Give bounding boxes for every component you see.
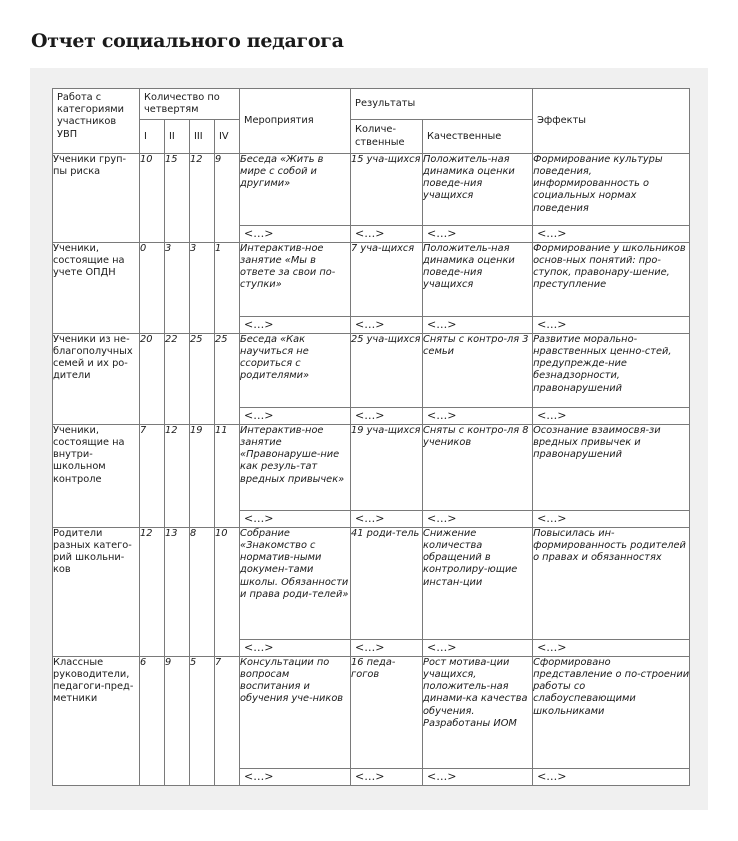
q3-cell: 8	[190, 527, 215, 656]
ellipsis-cell: <…>	[351, 225, 423, 242]
event-cell: Собрание «Знакомство с норматив-ными докумен-тами школы. Обязанности и права роди-телей»	[240, 527, 351, 639]
q2-cell: 12	[165, 424, 190, 527]
category-cell: Ученики, состоящие на внутри-школьном контроле	[53, 424, 140, 527]
ellipsis-cell: <…>	[423, 316, 533, 333]
quant-cell: 19 уча-щихся	[351, 424, 423, 510]
event-cell: Интерактив-ное занятие «Мы в ответе за свои по-ступки»	[240, 242, 351, 316]
qual-cell: Рост мотива-ции учащихся, положитель-ная динами-ка качества обучения. Разработаны ИОМ	[423, 656, 533, 768]
ellipsis-cell: <…>	[533, 225, 690, 242]
event-cell: Консультации по вопросам воспитания и обучения уче-ников	[240, 656, 351, 768]
header-qualitative: Качественные	[423, 120, 533, 153]
q1-cell: 20	[140, 333, 165, 424]
ellipsis-cell: <…>	[533, 768, 690, 785]
q1-cell: 6	[140, 656, 165, 785]
qual-cell: Положитель-ная динамика оценки поведе-ния учащихся	[423, 242, 533, 316]
ellipsis-cell: <…>	[351, 407, 423, 424]
ellipsis-cell: <…>	[533, 316, 690, 333]
page-title: Отчет социального педагога	[31, 30, 344, 52]
ellipsis-cell: <…>	[351, 639, 423, 656]
quant-cell: 41 роди-тель	[351, 527, 423, 639]
ellipsis-cell: <…>	[351, 316, 423, 333]
category-cell: Ученики, состоящие на учете ОПДН	[53, 242, 140, 333]
event-cell: Интерактив-ное занятие «Правонаруше-ние как резуль-тат вредных привычек»	[240, 424, 351, 510]
header-quantitative: Количе-ственные	[351, 120, 423, 153]
table-row	[53, 153, 690, 225]
qual-cell: Сняты с контро-ля 3 семьи	[423, 333, 533, 407]
ellipsis-cell: <…>	[240, 407, 351, 424]
ellipsis-cell: <…>	[240, 225, 351, 242]
table-row	[53, 333, 690, 407]
ellipsis-cell: <…>	[533, 510, 690, 527]
ellipsis-cell: <…>	[240, 316, 351, 333]
category-cell: Родители разных катего-рий школьни-ков	[53, 527, 140, 656]
category-cell: Классные руководители, педагоги-пред-метники	[53, 656, 140, 785]
ellipsis-cell: <…>	[351, 768, 423, 785]
effect-cell: Сформировано представление о по-строении работы со слабоуспевающими школьниками	[533, 656, 690, 768]
table-row	[53, 424, 690, 510]
table-row	[53, 527, 690, 639]
table-row	[53, 656, 690, 768]
quant-cell: 25 уча-щихся	[351, 333, 423, 407]
q3-cell: 5	[190, 656, 215, 785]
ellipsis-cell: <…>	[351, 510, 423, 527]
q4-cell: 9	[215, 153, 240, 242]
header-q4: IV	[215, 120, 240, 153]
q2-cell: 22	[165, 333, 190, 424]
qual-cell: Сняты с контро-ля 8 учеников	[423, 424, 533, 510]
ellipsis-cell: <…>	[240, 510, 351, 527]
category-cell: Ученики из не-благополучных семей и их ро-дители	[53, 333, 140, 424]
ellipsis-cell: <…>	[423, 510, 533, 527]
q3-cell: 25	[190, 333, 215, 424]
q3-cell: 19	[190, 424, 215, 527]
q2-cell: 3	[165, 242, 190, 333]
ellipsis-cell: <…>	[423, 225, 533, 242]
q2-cell: 9	[165, 656, 190, 785]
q4-cell: 11	[215, 424, 240, 527]
ellipsis-cell: <…>	[423, 639, 533, 656]
qual-cell: Положитель-ная динамика оценки поведе-ния учащихся	[423, 153, 533, 225]
ellipsis-cell: <…>	[533, 407, 690, 424]
header-q1: I	[140, 120, 165, 153]
q4-cell: 7	[215, 656, 240, 785]
header-quarters: Количество по четвертям	[140, 89, 240, 120]
header-work: Работа с категориями участников УВП	[53, 89, 140, 154]
header-effects: Эффекты	[533, 89, 690, 154]
ellipsis-cell: <…>	[533, 639, 690, 656]
effect-cell: Развитие морально-нравственных ценно-стей, предупрежде-ние безнадзорности, правонарушений	[533, 333, 690, 407]
ellipsis-cell: <…>	[423, 407, 533, 424]
effect-cell: Осознание взаимосвя-зи вредных привычек и правонарушений	[533, 424, 690, 510]
effect-cell: Повысилась ин-формированность родителей о правах и обязанностях	[533, 527, 690, 639]
q4-cell: 10	[215, 527, 240, 656]
q1-cell: 10	[140, 153, 165, 242]
qual-cell: Снижение количества обращений в контролиру-ющие инстан-ции	[423, 527, 533, 639]
q1-cell: 12	[140, 527, 165, 656]
category-cell: Ученики груп-пы риска	[53, 153, 140, 242]
q4-cell: 1	[215, 242, 240, 333]
q4-cell: 25	[215, 333, 240, 424]
table-row	[53, 242, 690, 316]
header-q3: III	[190, 120, 215, 153]
q3-cell: 3	[190, 242, 215, 333]
header-q2: II	[165, 120, 190, 153]
quant-cell: 16 педа-гогов	[351, 656, 423, 768]
ellipsis-cell: <…>	[240, 768, 351, 785]
q1-cell: 0	[140, 242, 165, 333]
q2-cell: 15	[165, 153, 190, 242]
q2-cell: 13	[165, 527, 190, 656]
quant-cell: 15 уча-щихся	[351, 153, 423, 225]
header-events: Мероприятия	[240, 89, 351, 154]
effect-cell: Формирование культуры поведения, информированность о социальных нормах поведения	[533, 153, 690, 225]
ellipsis-cell: <…>	[423, 768, 533, 785]
quant-cell: 7 уча-щихся	[351, 242, 423, 316]
q1-cell: 7	[140, 424, 165, 527]
event-cell: Беседа «Как научиться не ссориться с родителями»	[240, 333, 351, 407]
report-table	[52, 88, 690, 786]
q3-cell: 12	[190, 153, 215, 242]
header-results: Результаты	[351, 89, 533, 120]
ellipsis-cell: <…>	[240, 639, 351, 656]
event-cell: Беседа «Жить в мире с собой и другими»	[240, 153, 351, 225]
effect-cell: Формирование у школьников основ-ных понятий: про-ступок, правонару-шение, преступление	[533, 242, 690, 316]
